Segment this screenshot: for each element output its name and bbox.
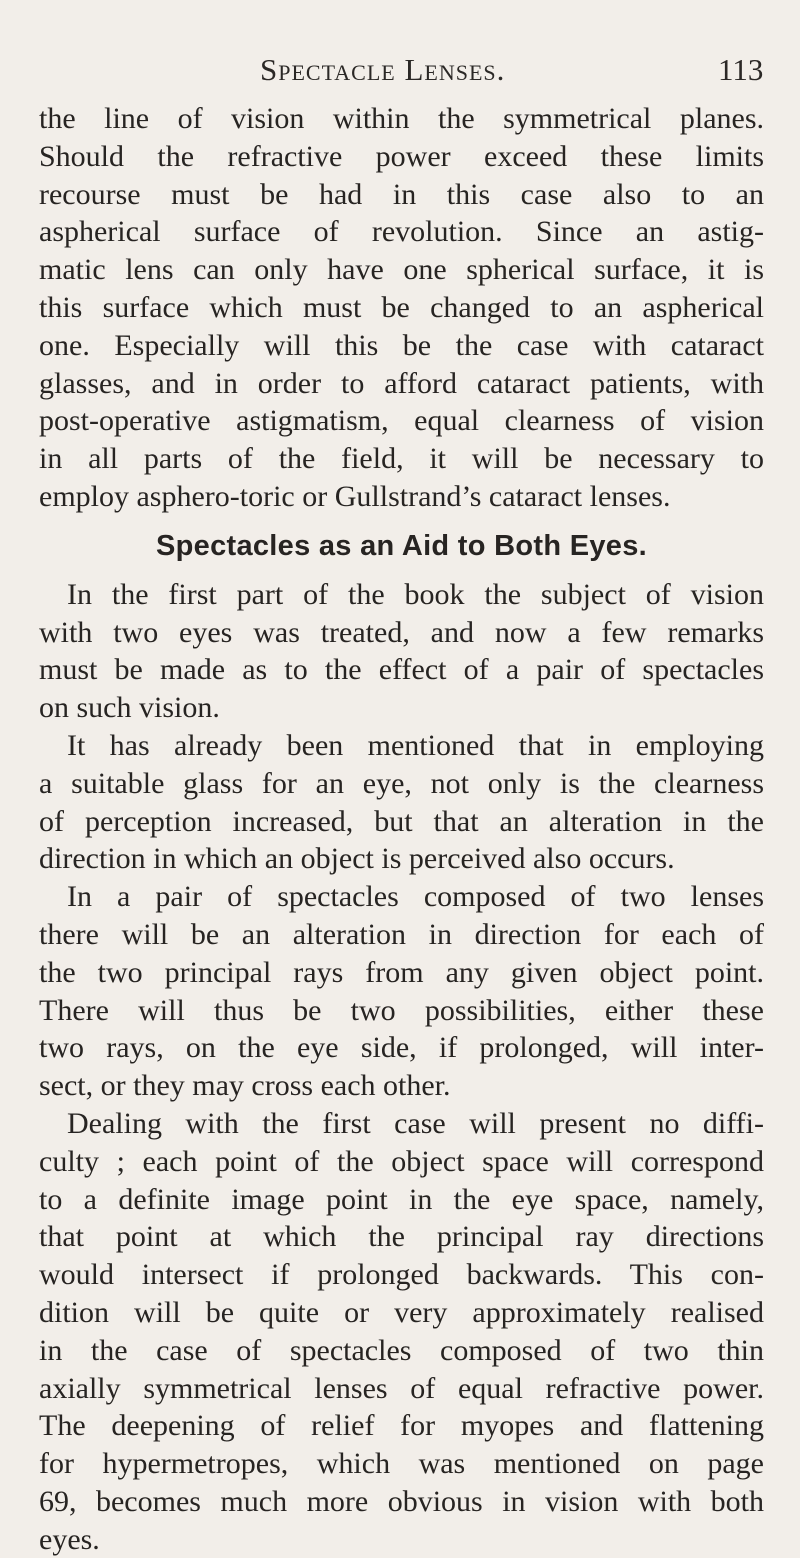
text-line: direction in which an object is perceived also occurs. bbox=[39, 842, 675, 876]
text-line: In the first part of the book the subject of vision bbox=[67, 577, 764, 611]
text-line: There will thus be two possibilities, either these bbox=[39, 993, 764, 1027]
text-line: there will be an alteration in direction for each of bbox=[39, 917, 764, 951]
text-line: for hypermetropes, which was mentioned on page bbox=[39, 1447, 764, 1481]
text-line: the line of vision within the symmetrical planes. bbox=[39, 102, 764, 135]
text-line: post-operative astigmatism, equal clearness of vision bbox=[39, 404, 764, 438]
text-line: employ asphero-toric or Gullstrand’s cataract lenses. bbox=[39, 479, 671, 513]
text-line: Dealing with the first case will present no diffi- bbox=[67, 1106, 764, 1140]
text-line: with two eyes was treated, and now a few remarks bbox=[39, 615, 764, 649]
paragraph-3 bbox=[39, 727, 764, 878]
text-line: recourse must be had in this case also to an bbox=[39, 177, 764, 211]
text-line: in all parts of the field, it will be necessary to bbox=[39, 442, 764, 476]
body-text bbox=[39, 100, 764, 1558]
text-line: It has already been mentioned that in employing bbox=[67, 728, 764, 762]
text-line: on such vision. bbox=[39, 691, 220, 725]
text-line: would intersect if prolonged backwards. This con- bbox=[39, 1258, 764, 1292]
section-heading: Spectacles as an Aid to Both Eyes. bbox=[155, 529, 647, 562]
text-line: that point at which the principal ray directions bbox=[39, 1220, 764, 1254]
text-line: In a pair of spectacles composed of two lenses bbox=[67, 880, 764, 914]
text-line: aspherical surface of revolution. Since an astig- bbox=[39, 215, 764, 249]
text-line: of perception increased, but that an alteration in the bbox=[39, 804, 764, 838]
text-line: 69, becomes much more obvious in vision with both bbox=[39, 1484, 764, 1518]
paragraph-4 bbox=[39, 878, 764, 1105]
text-line: this surface which must be changed to an aspherical bbox=[39, 290, 764, 324]
text-line: a suitable glass for an eye, not only is the clearness bbox=[39, 766, 764, 800]
page-number: 113 bbox=[718, 52, 764, 87]
running-head-title: Spectacle Lenses. bbox=[260, 52, 506, 87]
text-line: two rays, on the eye side, if prolonged, will inter- bbox=[39, 1031, 764, 1065]
text-line: one. Especially will this be the case with cataract bbox=[39, 328, 764, 362]
paragraph-5 bbox=[39, 1105, 764, 1558]
text-line: the two principal rays from any given object point. bbox=[39, 955, 764, 989]
text-line: to a definite image point in the eye space, namely, bbox=[39, 1182, 764, 1216]
paragraph-1 bbox=[39, 100, 764, 516]
paragraph-2 bbox=[39, 576, 764, 727]
text-line: axially symmetrical lenses of equal refractive power. bbox=[39, 1371, 764, 1405]
text-line: Should the refractive power exceed these limits bbox=[39, 139, 764, 173]
text-line: dition will be quite or very approximately realised bbox=[39, 1295, 764, 1329]
text-line: The deepening of relief for myopes and flattening bbox=[39, 1409, 764, 1443]
text-line: culty ; each point of the object space will correspond bbox=[39, 1144, 764, 1178]
text-line: must be made as to the effect of a pair of spectacles bbox=[39, 653, 764, 687]
text-line: sect, or they may cross each other. bbox=[39, 1069, 451, 1103]
text-line: in the case of spectacles composed of two thin bbox=[39, 1333, 764, 1367]
text-line: matic lens can only have one spherical surface, it is bbox=[39, 253, 764, 287]
text-line: eyes. bbox=[39, 1522, 100, 1556]
text-line: glasses, and in order to afford cataract patients, with bbox=[39, 366, 764, 400]
